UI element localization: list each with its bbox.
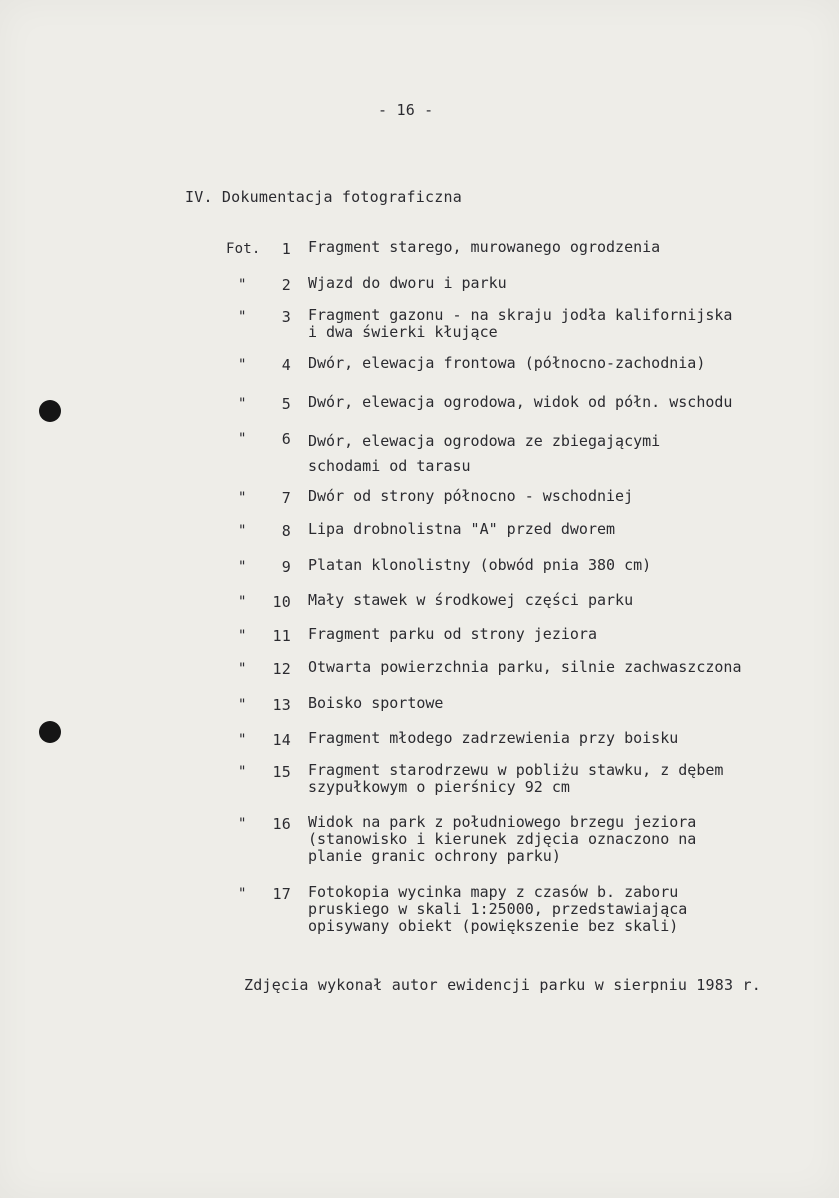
item-description	[308, 429, 660, 479]
description-line: (stanowisko i kierunek zdjęcia oznaczono na	[308, 830, 697, 848]
description-line: schodami od tarasu	[308, 457, 471, 475]
item-mark: Fot.	[226, 241, 261, 257]
description-line: Fragment młodego zadrzewienia przy boisku	[308, 729, 679, 747]
item-number: 11	[272, 627, 291, 645]
description-line: planie granic ochrony parku)	[308, 847, 561, 865]
item-mark: "	[238, 559, 247, 575]
item-description	[308, 307, 732, 341]
item-mark: "	[238, 764, 247, 780]
item-mark: "	[238, 816, 247, 832]
description-line: Fragment starodrzewu w pobliżu stawku, z dębem	[308, 761, 724, 779]
punch-hole-icon	[39, 400, 61, 422]
item-number: 9	[281, 558, 291, 576]
item-mark: "	[238, 357, 247, 373]
item-description	[308, 695, 443, 712]
description-line: Fragment parku od strony jeziora	[308, 625, 597, 643]
item-number: 13	[272, 696, 291, 714]
description-line: i dwa świerki kłujące	[308, 323, 498, 341]
item-number: 10	[272, 593, 291, 611]
item-description	[308, 659, 741, 676]
item-description	[308, 557, 651, 574]
description-line: Widok na park z południowego brzegu jeziora	[308, 813, 697, 831]
item-number: 12	[272, 660, 291, 678]
description-line: Dwór, elewacja ogrodowa, widok od półn. wschodu	[308, 393, 733, 411]
item-number: 8	[281, 522, 291, 540]
item-description	[308, 626, 597, 643]
item-number: 3	[281, 308, 291, 326]
item-mark: "	[238, 309, 247, 325]
item-number: 6	[281, 430, 291, 448]
item-description	[308, 762, 723, 796]
description-line: opisywany obiekt (powiększenie bez skali)	[308, 917, 679, 935]
description-line: Dwór, elewacja ogrodowa ze zbiegającymi	[308, 432, 661, 450]
item-mark: "	[238, 523, 247, 539]
description-line: Dwór, elewacja frontowa (północno-zachodnia)	[308, 354, 706, 372]
item-mark: "	[238, 886, 247, 902]
item-number: 17	[272, 885, 291, 903]
item-mark: "	[238, 661, 247, 677]
item-number: 5	[281, 395, 291, 413]
item-number: 16	[272, 815, 291, 833]
item-number: 14	[272, 731, 291, 749]
description-line: Boisko sportowe	[308, 694, 444, 712]
item-mark: "	[238, 697, 247, 713]
description-line: Dwór od strony północno - wschodniej	[308, 487, 634, 505]
item-mark: "	[238, 396, 247, 412]
item-description	[308, 521, 615, 538]
item-description	[308, 884, 687, 935]
description-line: Otwarta powierzchnia parku, silnie zachwaszczona	[308, 658, 742, 676]
description-line: Fragment starego, murowanego ogrodzenia	[308, 238, 661, 256]
item-description	[308, 814, 696, 865]
item-description	[308, 730, 678, 747]
section-title: IV. Dokumentacja fotograficzna	[185, 188, 462, 206]
item-number: 7	[281, 489, 291, 507]
page-number: - 16 -	[378, 101, 434, 119]
item-number: 2	[281, 276, 291, 294]
item-mark: "	[238, 431, 247, 447]
item-mark: "	[238, 594, 247, 610]
item-mark: "	[238, 732, 247, 748]
item-description	[308, 239, 660, 256]
item-number: 15	[272, 763, 291, 781]
item-description	[308, 355, 705, 372]
description-line: Platan klonolistny (obwód pnia 380 cm)	[308, 556, 652, 574]
description-line: szypułkowym o pierśnicy 92 cm	[308, 778, 570, 796]
item-description	[308, 275, 507, 292]
item-description	[308, 394, 732, 411]
description-line: Wjazd do dworu i parku	[308, 274, 507, 292]
item-mark: "	[238, 628, 247, 644]
item-description	[308, 592, 633, 609]
item-mark: "	[238, 490, 247, 506]
description-line: Fotokopia wycinka mapy z czasów b. zaboru	[308, 883, 679, 901]
description-line: Mały stawek w środkowej części parku	[308, 591, 634, 609]
description-line: Fragment gazonu - na skraju jodła kalifornijska	[308, 306, 733, 324]
description-line: pruskiego w skali 1:25000, przedstawiająca	[308, 900, 688, 918]
item-description	[308, 488, 633, 505]
description-line: Lipa drobnolistna "A" przed dworem	[308, 520, 616, 538]
punch-hole-icon	[39, 721, 61, 743]
footer-note: Zdjęcia wykonał autor ewidencji parku w sierpniu 1983 r.	[244, 976, 761, 994]
item-mark: "	[238, 277, 247, 293]
item-number: 4	[281, 356, 291, 374]
item-number: 1	[281, 240, 291, 258]
